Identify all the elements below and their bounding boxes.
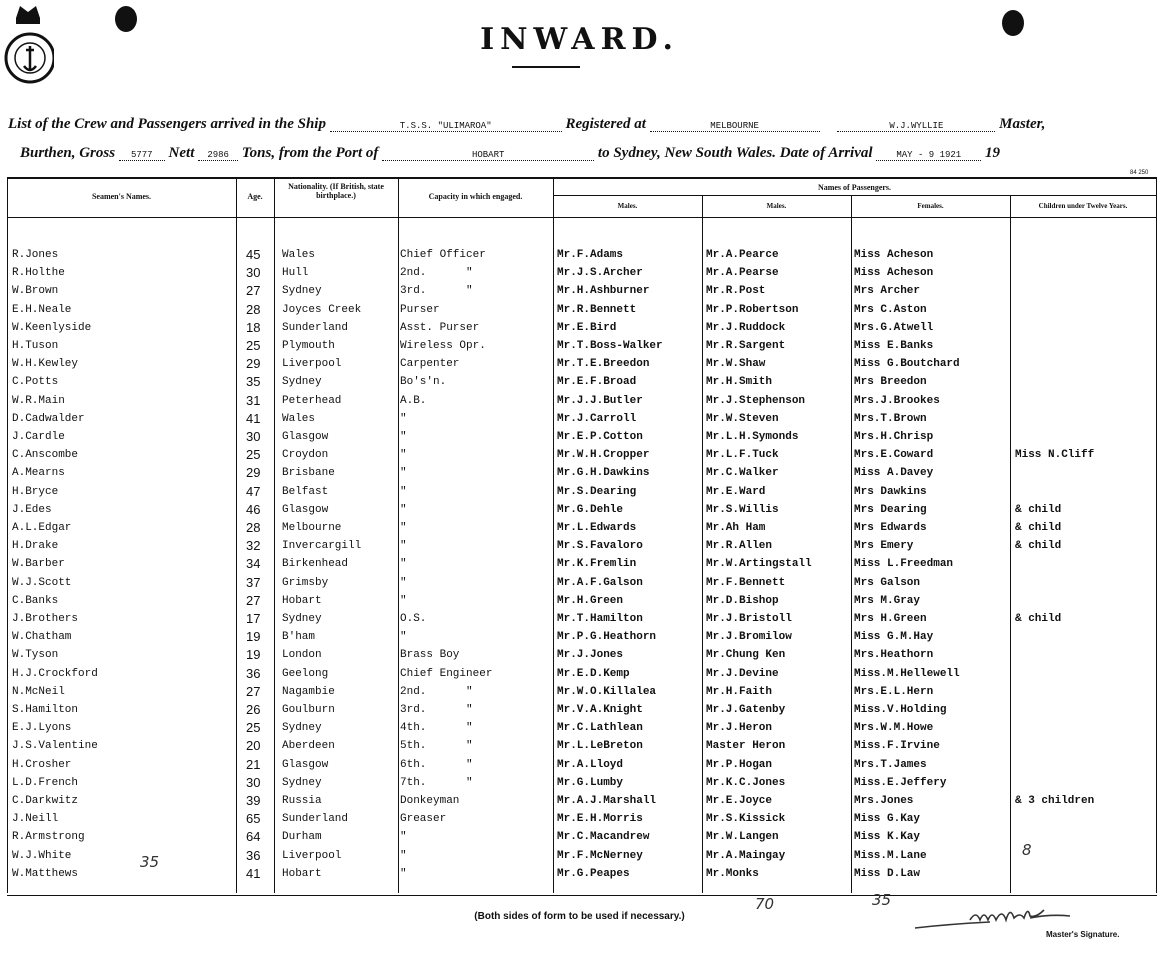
seaman-capacity: Chief Officer	[400, 249, 486, 261]
male-passenger: Mr.G.Lumby	[557, 776, 624, 789]
from-port: HOBART	[382, 150, 594, 161]
col-header-seamen: Seamen's Names.	[91, 192, 152, 201]
seaman-age: 37	[246, 574, 261, 590]
male-passenger: Mr.D.Bishop	[706, 594, 779, 607]
male-passenger: Mr.F.Adams	[557, 249, 624, 261]
seaman-nationality: Melbourne	[282, 522, 342, 534]
seaman-nationality: Glasgow	[282, 431, 329, 443]
seaman-nationality: Invercargill	[282, 540, 362, 553]
col-header-age: Age.	[247, 192, 263, 201]
male-passenger: Mr.W.Steven	[706, 412, 779, 425]
male-passenger: Mr.J.Bristoll	[706, 613, 792, 625]
seaman-age: 65	[246, 811, 261, 827]
ship-details-line	[8, 116, 1045, 133]
male-passenger: Mr.H.Ashburner	[557, 285, 650, 298]
seaman-age: 36	[246, 665, 261, 681]
seaman-age: 64	[246, 829, 261, 845]
seaman-nationality: Sydney	[282, 376, 322, 389]
seaman-capacity: "	[400, 849, 407, 862]
female-passenger: Mrs Edwards	[854, 522, 927, 534]
seaman-capacity: 2nd. "	[400, 685, 473, 698]
male-passenger: Mr.R.Sargent	[706, 340, 786, 352]
seaman-name: J.Brothers	[12, 613, 79, 625]
seaman-nationality: Russia	[282, 795, 322, 807]
seaman-capacity: 6th. "	[400, 758, 473, 771]
seaman-name: W.Keenlyside	[12, 321, 92, 334]
seaman-name: H.Crosher	[12, 758, 72, 771]
seaman-nationality: Sydney	[282, 776, 322, 789]
male-passenger: Mr.J.Gatenby	[706, 704, 786, 716]
male-passenger: Mr.W.Shaw	[706, 358, 766, 371]
male-passenger: Mr.T.Boss-Walker	[557, 340, 663, 352]
seaman-name: H.Drake	[12, 540, 59, 553]
female-passenger: Mrs.Jones	[854, 795, 914, 807]
female-passenger: Mrs Galson	[854, 576, 921, 589]
male-passenger: Mr.C.Macandrew	[557, 831, 650, 844]
burthen-details-line	[20, 145, 1000, 162]
seaman-capacity: "	[400, 467, 407, 480]
seaman-capacity: "	[400, 867, 407, 880]
male-passenger: Mr.J.J.Butler	[557, 394, 643, 407]
seaman-nationality: Glasgow	[282, 758, 329, 771]
col-divider-nationality	[274, 177, 275, 893]
female-passenger: Mrs M.Gray	[854, 594, 921, 607]
col-divider-children	[1010, 196, 1011, 893]
seaman-name: S.Hamilton	[12, 704, 79, 716]
female-passenger: Mrs.W.M.Howe	[854, 722, 934, 735]
female-passenger: Mrs.H.Chrisp	[854, 431, 934, 443]
male-passenger: Mr.T.Hamilton	[557, 613, 643, 625]
child-passenger: & child	[1015, 522, 1062, 534]
seaman-name: W.Barber	[12, 558, 65, 571]
col-header-passengers: Names of Passengers.	[817, 183, 892, 192]
seaman-capacity: Purser	[400, 303, 440, 316]
table-left-border	[7, 177, 8, 893]
seaman-nationality: Sydney	[282, 285, 322, 298]
seaman-age: 47	[246, 483, 261, 499]
male-passenger: Mr.W.O.Killalea	[557, 685, 657, 698]
seaman-nationality: Plymouth	[282, 340, 335, 352]
male-passenger: Mr.S.Favaloro	[557, 540, 643, 553]
seaman-name: J.S.Valentine	[12, 740, 98, 753]
seaman-age: 25	[246, 338, 261, 353]
seaman-age: 29	[246, 356, 261, 372]
seaman-age: 45	[246, 247, 261, 262]
crew-list-intro: List of the Crew and Passengers arrived in the Ship	[8, 116, 326, 132]
seaman-name: R.Armstrong	[12, 831, 85, 844]
seaman-capacity: "	[400, 631, 407, 644]
seaman-name: E.J.Lyons	[12, 722, 72, 735]
seaman-capacity: A.B.	[400, 394, 427, 407]
seaman-nationality: Wales	[282, 249, 316, 261]
female-passenger: Miss G.Boutchard	[854, 358, 960, 371]
seaman-age: 25	[246, 447, 261, 463]
registered-label: Registered at	[565, 116, 646, 132]
seaman-nationality: Geelong	[282, 667, 329, 680]
seaman-nationality: Croydon	[282, 449, 329, 462]
female-passenger: Mrs Emery	[854, 540, 914, 553]
seaman-name: J.Neill	[12, 813, 59, 826]
male-passenger: Mr.R.Post	[706, 285, 766, 298]
male-passenger: Mr.J.Bromilow	[706, 631, 792, 644]
seaman-capacity: Wireless Opr.	[400, 340, 486, 352]
female-passenger: Mrs Archer	[854, 285, 921, 298]
seaman-capacity: "	[400, 449, 407, 462]
master-name: W.J.WYLLIE	[837, 121, 995, 132]
male-passenger: Mr.S.Kissick	[706, 813, 786, 826]
female-passenger: Miss.M.Hellewell	[854, 667, 960, 680]
male-passenger: Mr.S.Dearing	[557, 485, 637, 498]
male-passenger: Mr.J.Ruddock	[706, 321, 786, 334]
seaman-nationality: Liverpool	[282, 358, 342, 371]
seaman-name: E.H.Neale	[12, 303, 72, 316]
female-passenger: Miss E.Banks	[854, 340, 934, 352]
seaman-age: 27	[246, 283, 261, 299]
male-passenger: Mr.A.Maingay	[706, 849, 786, 862]
seaman-name: W.Tyson	[12, 649, 59, 662]
female-passenger: Mrs.T.Brown	[854, 412, 927, 425]
male-passenger: Mr.G.Peapes	[557, 867, 630, 880]
female-passenger: Mrs.T.James	[854, 758, 927, 771]
seaman-capacity: Chief Engineer	[400, 667, 493, 680]
tally-children: 8	[1022, 841, 1032, 859]
tons-label: Tons, from the Port of	[241, 145, 379, 161]
seaman-nationality: Birkenhead	[282, 558, 349, 571]
male-passenger: Mr.E.F.Broad	[557, 376, 637, 389]
seaman-capacity: "	[400, 412, 407, 425]
seaman-nationality: Sydney	[282, 722, 322, 735]
seaman-nationality: Joyces Creek	[282, 303, 362, 316]
female-passenger: Miss L.Freedman	[854, 558, 954, 571]
seaman-age: 19	[246, 647, 261, 663]
col-header-children: Children under Twelve Years.	[1038, 202, 1128, 210]
col-divider-age	[236, 177, 237, 893]
passengers-subheader-rule	[553, 195, 1156, 196]
male-passenger: Mr.L.F.Tuck	[706, 449, 779, 462]
seaman-capacity: Carpenter	[400, 358, 460, 371]
master-signature-label: Master's Signature.	[1046, 930, 1120, 939]
male-passenger: Mr.F.Bennett	[706, 576, 786, 589]
female-passenger: Mrs C.Aston	[854, 303, 927, 316]
seaman-age: 28	[246, 301, 261, 317]
gross-tonnage: 5777	[119, 150, 165, 161]
tally-females: 35	[872, 891, 892, 909]
seaman-name: C.Darkwitz	[12, 795, 79, 807]
male-passenger: Mr.E.Joyce	[706, 795, 773, 807]
seaman-name: C.Potts	[12, 376, 59, 389]
male-passenger: Mr.W.Artingstall	[706, 558, 812, 571]
tally-males: 70	[755, 895, 775, 913]
female-passenger: Mrs.G.Atwell	[854, 321, 934, 334]
male-passenger: Mr.Monks	[706, 867, 759, 880]
seaman-age: 26	[246, 702, 261, 717]
male-passenger: Mr.K.C.Jones	[706, 776, 786, 789]
male-passenger: Mr.J.Jones	[557, 649, 624, 662]
male-passenger: Mr.W.H.Cropper	[557, 449, 650, 462]
male-passenger: Mr.L.Edwards	[557, 522, 637, 534]
seaman-nationality: Belfast	[282, 485, 329, 498]
female-passenger: Mrs Dawkins	[854, 485, 927, 498]
seaman-age: 30	[246, 774, 261, 790]
male-passenger: Mr.L.H.Symonds	[706, 431, 799, 443]
female-passenger: Miss.E.Jeffery	[854, 776, 947, 789]
male-passenger: Mr.C.Lathlean	[557, 722, 643, 735]
master-label: Master,	[999, 116, 1046, 132]
male-passenger: Mr.G.H.Dawkins	[557, 467, 650, 480]
male-passenger: Mr.K.Fremlin	[557, 558, 637, 571]
col-divider-females	[851, 196, 852, 893]
male-passenger: Mr.H.Faith	[706, 685, 773, 698]
seaman-age: 21	[246, 756, 261, 772]
female-passenger: Mrs.Heathorn	[854, 649, 934, 662]
form-number: 84 250	[1130, 170, 1149, 176]
female-passenger: Miss.F.Irvine	[854, 740, 940, 753]
male-passenger: Mr.T.E.Breedon	[557, 358, 650, 371]
seaman-name: W.J.White	[12, 849, 72, 862]
female-passenger: Miss.M.Lane	[854, 849, 927, 862]
male-passenger: Mr.P.G.Heathorn	[557, 631, 657, 644]
seaman-nationality: Nagambie	[282, 685, 335, 698]
registered-port: MELBOURNE	[650, 121, 820, 132]
seaman-nationality: B'ham	[282, 631, 316, 644]
male-passenger: Mr.E.Ward	[706, 485, 766, 498]
seaman-age: 31	[246, 392, 261, 408]
male-passenger: Mr.E.P.Cotton	[557, 431, 643, 443]
seaman-nationality: Glasgow	[282, 503, 329, 516]
male-passenger: Mr.H.Smith	[706, 376, 773, 389]
seaman-nationality: Brisbane	[282, 467, 335, 480]
col-header-nationality: Nationality. (If British, state birthplace.)	[288, 182, 384, 200]
arrival-date: MAY - 9 1921	[876, 150, 981, 161]
seaman-nationality: Grimsby	[282, 576, 329, 589]
seaman-name: H.Tuson	[12, 340, 59, 352]
child-passenger: & 3 children	[1015, 795, 1095, 807]
nett-label: Nett	[168, 145, 195, 161]
seaman-capacity: 4th. "	[400, 722, 473, 735]
seaman-name: D.Cadwalder	[12, 412, 85, 425]
seaman-capacity: "	[400, 522, 407, 534]
female-passenger: Mrs Breedon	[854, 376, 927, 389]
seaman-name: L.D.French	[12, 776, 79, 789]
male-passenger: Mr.A.J.Marshall	[557, 795, 657, 807]
seaman-capacity: "	[400, 540, 407, 553]
seaman-capacity: "	[400, 431, 407, 443]
seaman-nationality: Goulburn	[282, 704, 335, 716]
destination-label: to Sydney, New South Wales.	[597, 145, 776, 161]
male-passenger: Mr.R.Allen	[706, 540, 773, 553]
male-passenger: Mr.W.Langen	[706, 831, 779, 844]
female-passenger: Miss Acheson	[854, 267, 934, 280]
seaman-capacity: 2nd. "	[400, 267, 473, 280]
seaman-name: A.L.Edgar	[12, 522, 72, 534]
seaman-capacity: Donkeyman	[400, 795, 460, 807]
seaman-age: 34	[246, 556, 261, 572]
child-passenger: & child	[1015, 613, 1062, 625]
seaman-capacity: "	[400, 485, 407, 498]
seaman-capacity: "	[400, 594, 407, 607]
seaman-name: J.Edes	[12, 503, 52, 516]
seaman-name: N.McNeil	[12, 685, 65, 698]
master-signature-icon	[910, 898, 1125, 934]
seaman-age: 28	[246, 520, 261, 535]
page-title: INWARD.	[480, 22, 679, 57]
header-bottom-rule	[7, 217, 1157, 218]
seaman-capacity: 7th. "	[400, 776, 473, 789]
male-passenger: Mr.P.Hogan	[706, 758, 773, 771]
male-passenger: Mr.A.Lloyd	[557, 758, 624, 771]
male-passenger: Mr.S.Willis	[706, 503, 779, 516]
seaman-capacity: Asst. Purser	[400, 321, 480, 334]
child-passenger: Miss N.Cliff	[1015, 449, 1095, 462]
seaman-nationality: Aberdeen	[282, 740, 335, 753]
seaman-nationality: London	[282, 649, 322, 662]
seaman-nationality: Hobart	[282, 867, 322, 880]
female-passenger: Miss Acheson	[854, 249, 934, 261]
seaman-nationality: Hobart	[282, 594, 322, 607]
seaman-name: W.Matthews	[12, 867, 79, 880]
col-header-males-2: Males.	[766, 202, 787, 210]
seaman-age: 18	[246, 319, 261, 335]
seaman-nationality: Sunderland	[282, 321, 349, 334]
tally-crew: 35	[140, 853, 160, 871]
seaman-name: J.Cardle	[12, 431, 65, 443]
seaman-age: 39	[246, 793, 261, 808]
col-header-males-1: Males.	[617, 202, 638, 210]
seaman-name: W.H.Kewley	[12, 358, 79, 371]
female-passenger: Mrs.E.L.Hern	[854, 685, 934, 698]
seaman-age: 19	[246, 629, 261, 645]
seaman-age: 30	[246, 265, 261, 281]
male-passenger: Mr.L.LeBreton	[557, 740, 643, 753]
seaman-capacity: 3rd. "	[400, 285, 473, 298]
seaman-nationality: Sunderland	[282, 813, 349, 826]
ship-name: T.S.S. "ULIMAROA"	[330, 121, 562, 132]
male-passenger: Mr.J.Devine	[706, 667, 779, 680]
seaman-name: R.Jones	[12, 249, 59, 261]
title-underline	[512, 66, 580, 68]
seaman-age: 36	[246, 847, 261, 863]
burthen-label: Burthen, Gross	[20, 145, 116, 161]
male-passenger: Mr.V.A.Knight	[557, 704, 643, 716]
arrival-label: Date of Arrival	[779, 145, 873, 161]
male-passenger: Mr.J.Carroll	[557, 412, 637, 425]
seaman-name: W.Chatham	[12, 631, 72, 644]
seaman-name: W.Brown	[12, 285, 59, 298]
male-passenger: Mr.C.Walker	[706, 467, 779, 480]
seaman-nationality: Hull	[282, 267, 309, 280]
seaman-capacity: O.S.	[400, 613, 427, 625]
male-passenger: Mr.E.Bird	[557, 321, 617, 334]
seaman-capacity: Greaser	[400, 813, 447, 826]
male-passenger: Mr.G.Dehle	[557, 503, 624, 516]
col-divider-males1	[553, 177, 554, 893]
seaman-name: W.J.Scott	[12, 576, 72, 589]
seaman-name: W.R.Main	[12, 394, 65, 407]
year-suffix: 19	[985, 145, 1001, 161]
seaman-age: 30	[246, 429, 261, 444]
male-passenger: Mr.H.Green	[557, 594, 624, 607]
seaman-age: 29	[246, 465, 261, 481]
seaman-age: 35	[246, 374, 261, 390]
male-passenger: Mr.A.Pearce	[706, 249, 779, 261]
male-passenger: Mr.J.S.Archer	[557, 267, 643, 280]
seaman-name: C.Banks	[12, 594, 59, 607]
male-passenger: Mr.Chung Ken	[706, 649, 786, 662]
male-passenger: Mr.A.Pearse	[706, 267, 779, 280]
male-passenger: Mr.E.H.Morris	[557, 813, 643, 826]
male-passenger: Master Heron	[706, 740, 786, 753]
female-passenger: Mrs Dearing	[854, 503, 927, 516]
seaman-age: 46	[246, 501, 261, 517]
seaman-age: 32	[246, 538, 261, 554]
female-passenger: Miss A.Davey	[854, 467, 934, 480]
seaman-capacity: "	[400, 558, 407, 571]
footer-note: (Both sides of form to be used if necessary.)	[474, 911, 685, 922]
female-passenger: Miss.V.Holding	[854, 704, 947, 716]
seaman-name: C.Anscombe	[12, 449, 79, 462]
seaman-name: R.Holthe	[12, 267, 65, 280]
seaman-capacity: "	[400, 831, 407, 844]
female-passenger: Miss D.Law	[854, 867, 921, 880]
male-passenger: Mr.R.Bennett	[557, 303, 637, 316]
seaman-age: 17	[246, 611, 261, 626]
seaman-nationality: Liverpool	[282, 849, 342, 862]
seaman-capacity: Brass Boy	[400, 649, 460, 662]
col-header-capacity: Capacity in which engaged.	[428, 192, 523, 201]
male-passenger: Mr.E.D.Kemp	[557, 667, 630, 680]
col-header-females: Females.	[917, 202, 944, 210]
male-passenger: Mr.F.McNerney	[557, 849, 643, 862]
seaman-name: A.Mearns	[12, 467, 65, 480]
seaman-capacity: "	[400, 503, 407, 516]
seaman-nationality: Sydney	[282, 613, 322, 625]
child-passenger: & child	[1015, 540, 1062, 553]
seaman-age: 27	[246, 683, 261, 699]
male-passenger: Mr.Ah Ham	[706, 522, 766, 534]
female-passenger: Miss G.M.Hay	[854, 631, 934, 644]
male-passenger: Mr.J.Stephenson	[706, 394, 806, 407]
col-divider-capacity	[398, 177, 399, 893]
seaman-capacity: Bo's'n.	[400, 376, 447, 389]
seaman-age: 25	[246, 720, 261, 736]
seaman-capacity: 5th. "	[400, 740, 473, 753]
seaman-age: 27	[246, 592, 261, 608]
nett-tonnage: 2986	[198, 150, 238, 161]
seaman-name: H.J.Crockford	[12, 667, 98, 680]
female-passenger: Miss K.Kay	[854, 831, 921, 844]
seaman-nationality: Wales	[282, 412, 316, 425]
seaman-capacity: 3rd. "	[400, 704, 473, 716]
female-passenger: Miss G.Kay	[854, 813, 921, 826]
col-divider-males2	[702, 196, 703, 893]
seaman-age: 41	[246, 865, 261, 881]
female-passenger: Mrs.J.Brookes	[854, 394, 940, 407]
male-passenger: Mr.A.F.Galson	[557, 576, 643, 589]
male-passenger: Mr.J.Heron	[706, 722, 773, 735]
female-passenger: Mrs H.Green	[854, 613, 927, 625]
female-passenger: Mrs.E.Coward	[854, 449, 934, 462]
table-right-border	[1156, 177, 1157, 893]
seaman-age: 20	[246, 738, 261, 754]
seaman-nationality: Durham	[282, 831, 322, 844]
seaman-age: 41	[246, 410, 261, 426]
seaman-nationality: Peterhead	[282, 394, 342, 407]
seaman-name: H.Bryce	[12, 485, 59, 498]
male-passenger: Mr.P.Robertson	[706, 303, 799, 316]
child-passenger: & child	[1015, 503, 1062, 516]
seaman-capacity: "	[400, 576, 407, 589]
